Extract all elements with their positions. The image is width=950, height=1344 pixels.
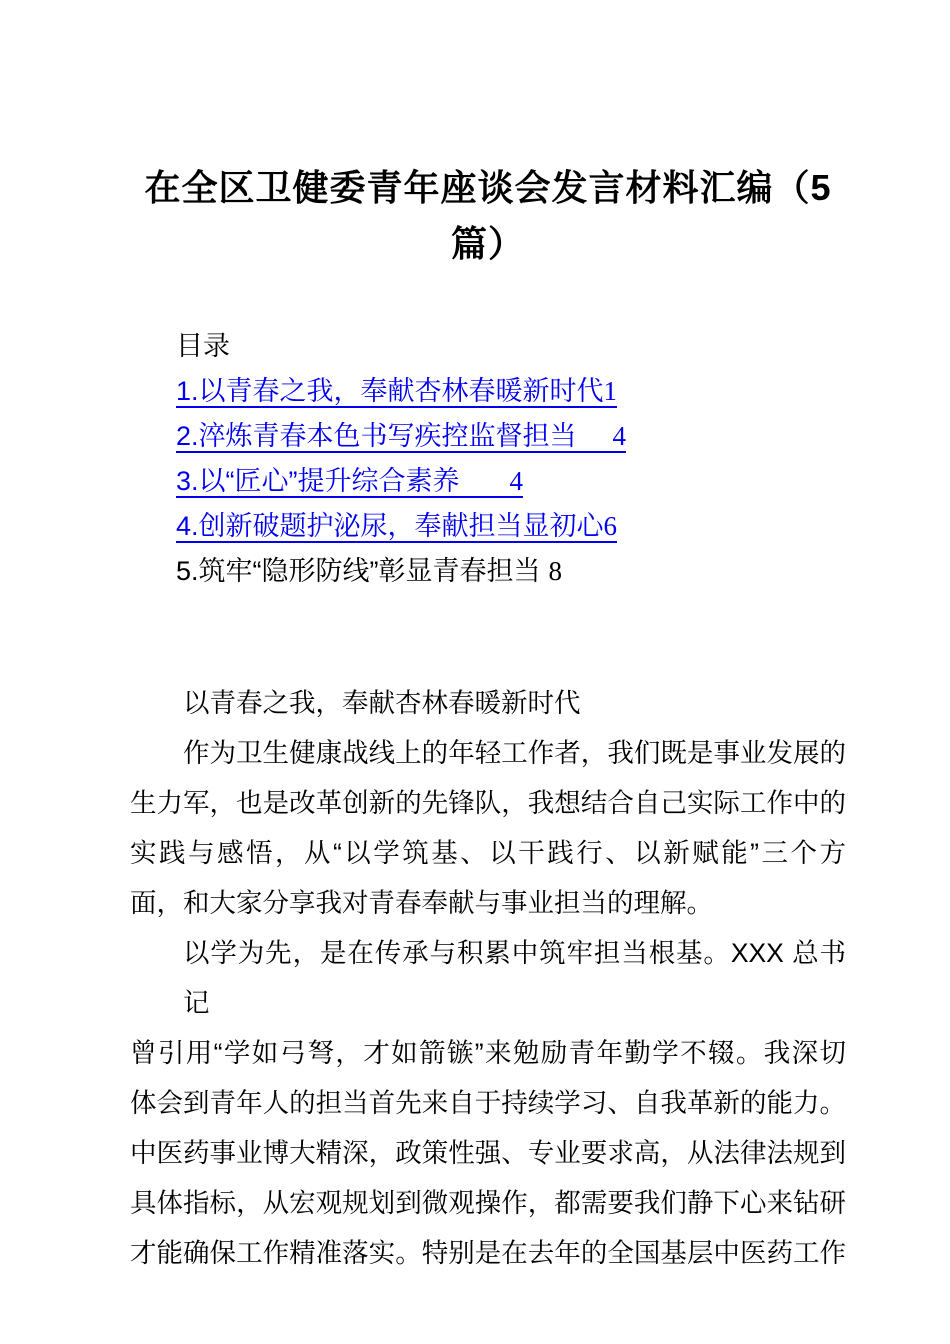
article-line: 面，和大家分享我对青春奉献与事业担当的理解。 bbox=[130, 888, 713, 918]
toc-leader bbox=[577, 444, 613, 445]
article-line: 体会到青年人的担当首先来自于持续学习、自我革新的能力。 bbox=[130, 1088, 846, 1118]
article-line: 曾引用“学如弓弩，才如箭镞”来勉励青年勤学不辍。我深切 bbox=[130, 1038, 846, 1068]
toc-leader bbox=[541, 579, 549, 580]
toc-page-number: 4 bbox=[509, 466, 523, 496]
toc-item-label: 3.以“匠心”提升综合素养 bbox=[176, 466, 460, 496]
article-line: 实践与感悟，从“以学筑基、以干践行、以新赋能”三个方 bbox=[130, 838, 846, 868]
article-line: 作为卫生健康战线上的年轻工作者，我们既是事业发展的 bbox=[183, 738, 846, 768]
toc-page-number: 8 bbox=[548, 556, 562, 586]
article-line: 中医药事业博大精深，政策性强、专业要求高，从法律法规到 bbox=[130, 1138, 846, 1168]
article-line: 才能确保工作精准落实。特别是在去年的全国基层中医药工作 bbox=[130, 1238, 846, 1268]
toc-item-2[interactable] bbox=[176, 414, 846, 459]
toc-page-number: 1 bbox=[603, 376, 618, 406]
toc-leader bbox=[460, 489, 510, 490]
toc-item-5 bbox=[176, 549, 846, 594]
article-line: 以学为先，是在传承与积累中筑牢担当根基。XXX 总书记 bbox=[183, 938, 846, 1018]
document-title-line-2: 篇） bbox=[450, 223, 525, 264]
toc-page-number: 4 bbox=[612, 421, 627, 451]
table-of-contents bbox=[176, 324, 846, 594]
toc-item-label: 1.以青春之我，奉献杏林春暖新时代 bbox=[176, 376, 604, 406]
toc-page-number: 6 bbox=[603, 511, 618, 541]
toc-heading: 目录 bbox=[176, 331, 230, 361]
toc-item-4[interactable] bbox=[176, 504, 846, 549]
toc-item-label: 4.创新破题护泌尿，奉献担当显初心 bbox=[176, 511, 604, 541]
toc-item-label: 2.淬炼青春本色书写疾控监督担当 bbox=[176, 421, 577, 451]
document-title-line-1: 在全区卫健委青年座谈会发言材料汇编（5 bbox=[144, 167, 832, 208]
toc-item-3[interactable] bbox=[176, 459, 846, 504]
article-section-title: 以青春之我，奉献杏林春暖新时代 bbox=[183, 688, 581, 718]
toc-item-label: 5.筑牢“隐形防线”彰显青春担当 bbox=[176, 556, 541, 586]
article-line: 生力军，也是改革创新的先锋队，我想结合自己实际工作中的 bbox=[130, 788, 846, 818]
article-body bbox=[130, 678, 846, 1278]
article-line: 具体指标，从宏观规划到微观操作，都需要我们静下心来钻研 bbox=[130, 1188, 846, 1218]
document-title bbox=[130, 160, 846, 272]
toc-item-1[interactable] bbox=[176, 369, 846, 414]
